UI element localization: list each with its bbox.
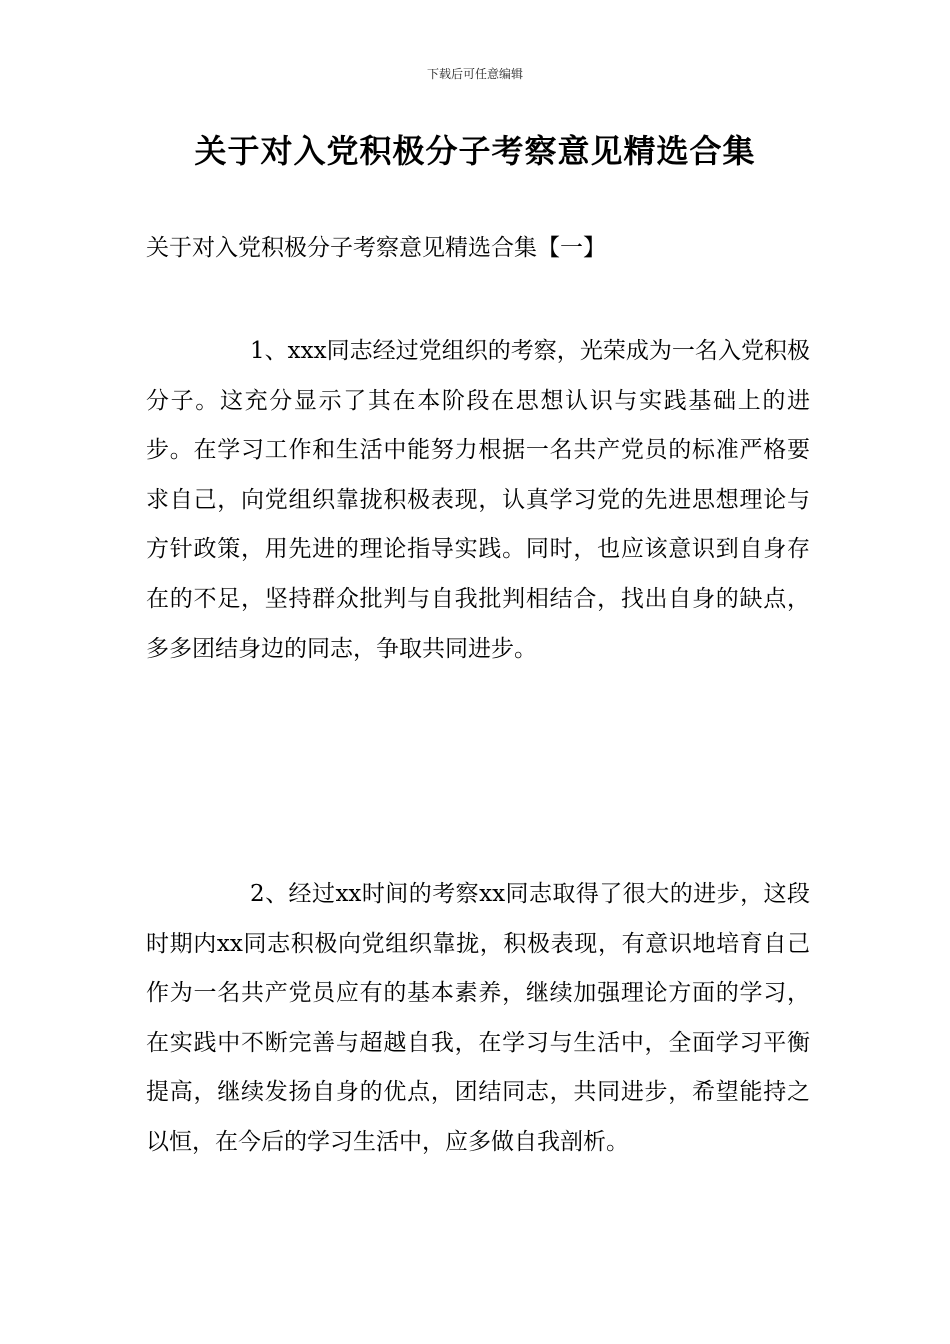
section-heading: 关于对入党积极分子考察意见精选合集【一】 (146, 235, 606, 261)
header-note: 下载后可任意编辑 (426, 67, 523, 81)
document-title: 关于对入党积极分子考察意见精选合集 (194, 132, 756, 170)
paragraph-1: 1、xxx同志经过党组织的考察，光荣成为一名入党积极分子。这充分显示了其在本阶段在思想认识与实践基础上的进步。在学习工作和生活中能努力根据一名共产党员的标准严格要求自己，向党组织靠拢积极表现，认真学习党的先进思想理论与方针政策，用先进的理论指导实践。同时，也应该意识到自身存在的不足，坚持群众批判与自我批判相结合，找出自身的缺点，多多团结身边的同志，争取共同进步。 (146, 338, 810, 662)
paragraph-2: 2、经过xx时间的考察xx同志取得了很大的进步，这段时期内xx同志积极向党组织靠拢，积极表现，有意识地培育自己作为一名共产党员应有的基本素养，继续加强理论方面的学习，在实践中不断完善与超越自我，在学习与生活中，全面学习平衡提高，继续发扬自身的优点，团结同志，共同进步，希望能持之以恒，在今后的学习生活中，应多做自我剖析。 (146, 881, 810, 1155)
